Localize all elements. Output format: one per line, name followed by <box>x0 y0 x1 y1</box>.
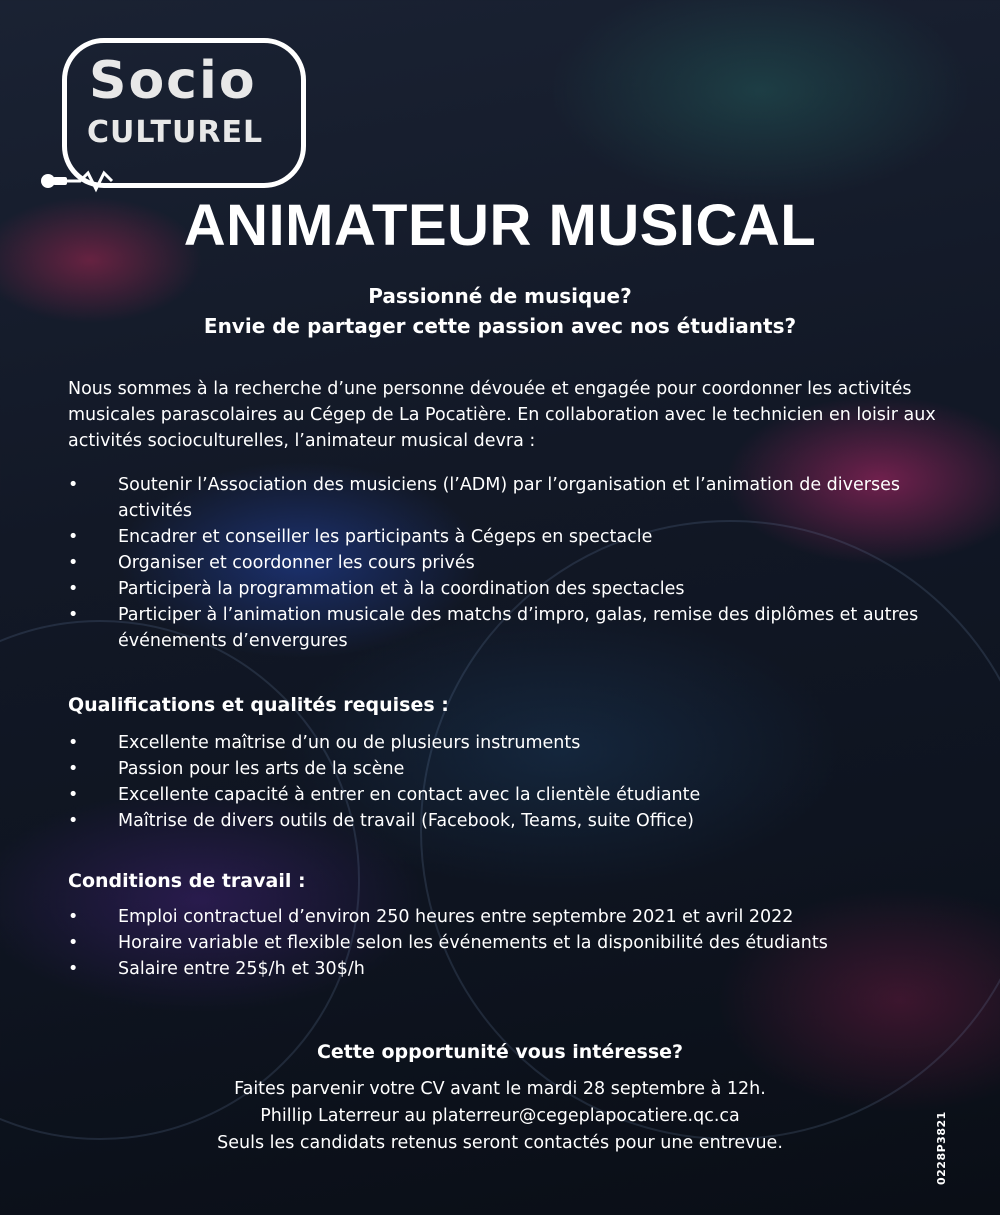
bullet-icon: • <box>68 553 79 573</box>
footer-line-contact: Phillip Laterreur au platerreur@cegeplapocatiere.qc.ca <box>260 1106 740 1126</box>
condition-text: Salaire entre 25$/h et 30$/h <box>118 959 365 979</box>
list-item <box>68 808 948 834</box>
conditions-heading: Conditions de travail : <box>68 870 306 892</box>
bullet-icon: • <box>68 475 79 495</box>
list-item <box>68 756 948 782</box>
list-item <box>68 930 948 956</box>
list-item <box>68 472 948 524</box>
duty-text: Organiser et coordonner les cours privés <box>118 553 475 573</box>
subtitle-line-2: Envie de partager cette passion avec nos étudiants? <box>203 314 797 338</box>
list-item <box>68 602 948 654</box>
duties-list <box>68 472 948 654</box>
bullet-icon: • <box>68 811 79 831</box>
list-item <box>68 782 948 808</box>
footer-title: Cette opportunité vous intéresse? <box>316 1041 684 1063</box>
footer-line-deadline: Faites parvenir votre CV avant le mardi 28 septembre à 12h. <box>234 1079 766 1099</box>
list-item <box>68 904 948 930</box>
bullet-icon: • <box>68 959 79 979</box>
duty-text: Participerà la programmation et à la coordination des spectacles <box>118 579 685 599</box>
microphone-icon <box>40 168 130 194</box>
page-title: ANIMATEUR MUSICAL <box>183 193 817 258</box>
footer-line-notice: Seuls les candidats retenus seront contactés pour une entrevue. <box>217 1133 783 1153</box>
duty-text: Encadrer et conseiller les participants à Cégeps en spectacle <box>118 527 653 547</box>
intro-paragraph: Nous sommes à la recherche d’une personne dévouée et engagée pour coordonner les activités musicales parascolaires au Cégep de La Pocatière. En collaboration avec le technicien en loisir aux activités socioculturelles, l’animateur musical devra : <box>68 379 936 451</box>
list-item <box>68 956 948 982</box>
logo-text-socio: Socio <box>89 51 257 111</box>
list-item <box>68 550 948 576</box>
bullet-icon: • <box>68 733 79 753</box>
condition-text: Horaire variable et flexible selon les événements et la disponibilité des étudiants <box>118 933 828 953</box>
reference-code: 0228P3821 <box>935 1111 948 1185</box>
qualification-text: Maîtrise de divers outils de travail (Facebook, Teams, suite Office) <box>118 811 694 831</box>
bullet-icon: • <box>68 933 79 953</box>
logo-text-culturel: CULTUREL <box>87 115 264 150</box>
bullet-icon: • <box>68 605 79 625</box>
list-item <box>68 524 948 550</box>
qualifications-list <box>68 730 948 834</box>
bullet-icon: • <box>68 527 79 547</box>
qualification-text: Passion pour les arts de la scène <box>118 759 405 779</box>
subtitle-line-1: Passionné de musique? <box>368 284 632 308</box>
list-item <box>68 730 948 756</box>
qualification-text: Excellente maîtrise d’un ou de plusieurs instruments <box>118 733 581 753</box>
bullet-icon: • <box>68 785 79 805</box>
bullet-icon: • <box>68 907 79 927</box>
bullet-icon: • <box>68 759 79 779</box>
qualifications-heading: Qualifications et qualités requises : <box>68 694 449 716</box>
qualification-text: Excellente capacité à entrer en contact avec la clientèle étudiante <box>118 785 701 805</box>
condition-text: Emploi contractuel d’environ 250 heures entre septembre 2021 et avril 2022 <box>118 907 794 927</box>
duty-text: Participer à l’animation musicale des matchs d’impro, galas, remise des diplômes et autres événements d’envergures <box>118 605 919 651</box>
socio-culturel-logo <box>62 38 306 188</box>
list-item <box>68 576 948 602</box>
duty-text: Soutenir l’Association des musiciens (l’ADM) par l’organisation et l’animation de diverses activités <box>118 475 900 521</box>
conditions-list <box>68 904 948 982</box>
bullet-icon: • <box>68 579 79 599</box>
